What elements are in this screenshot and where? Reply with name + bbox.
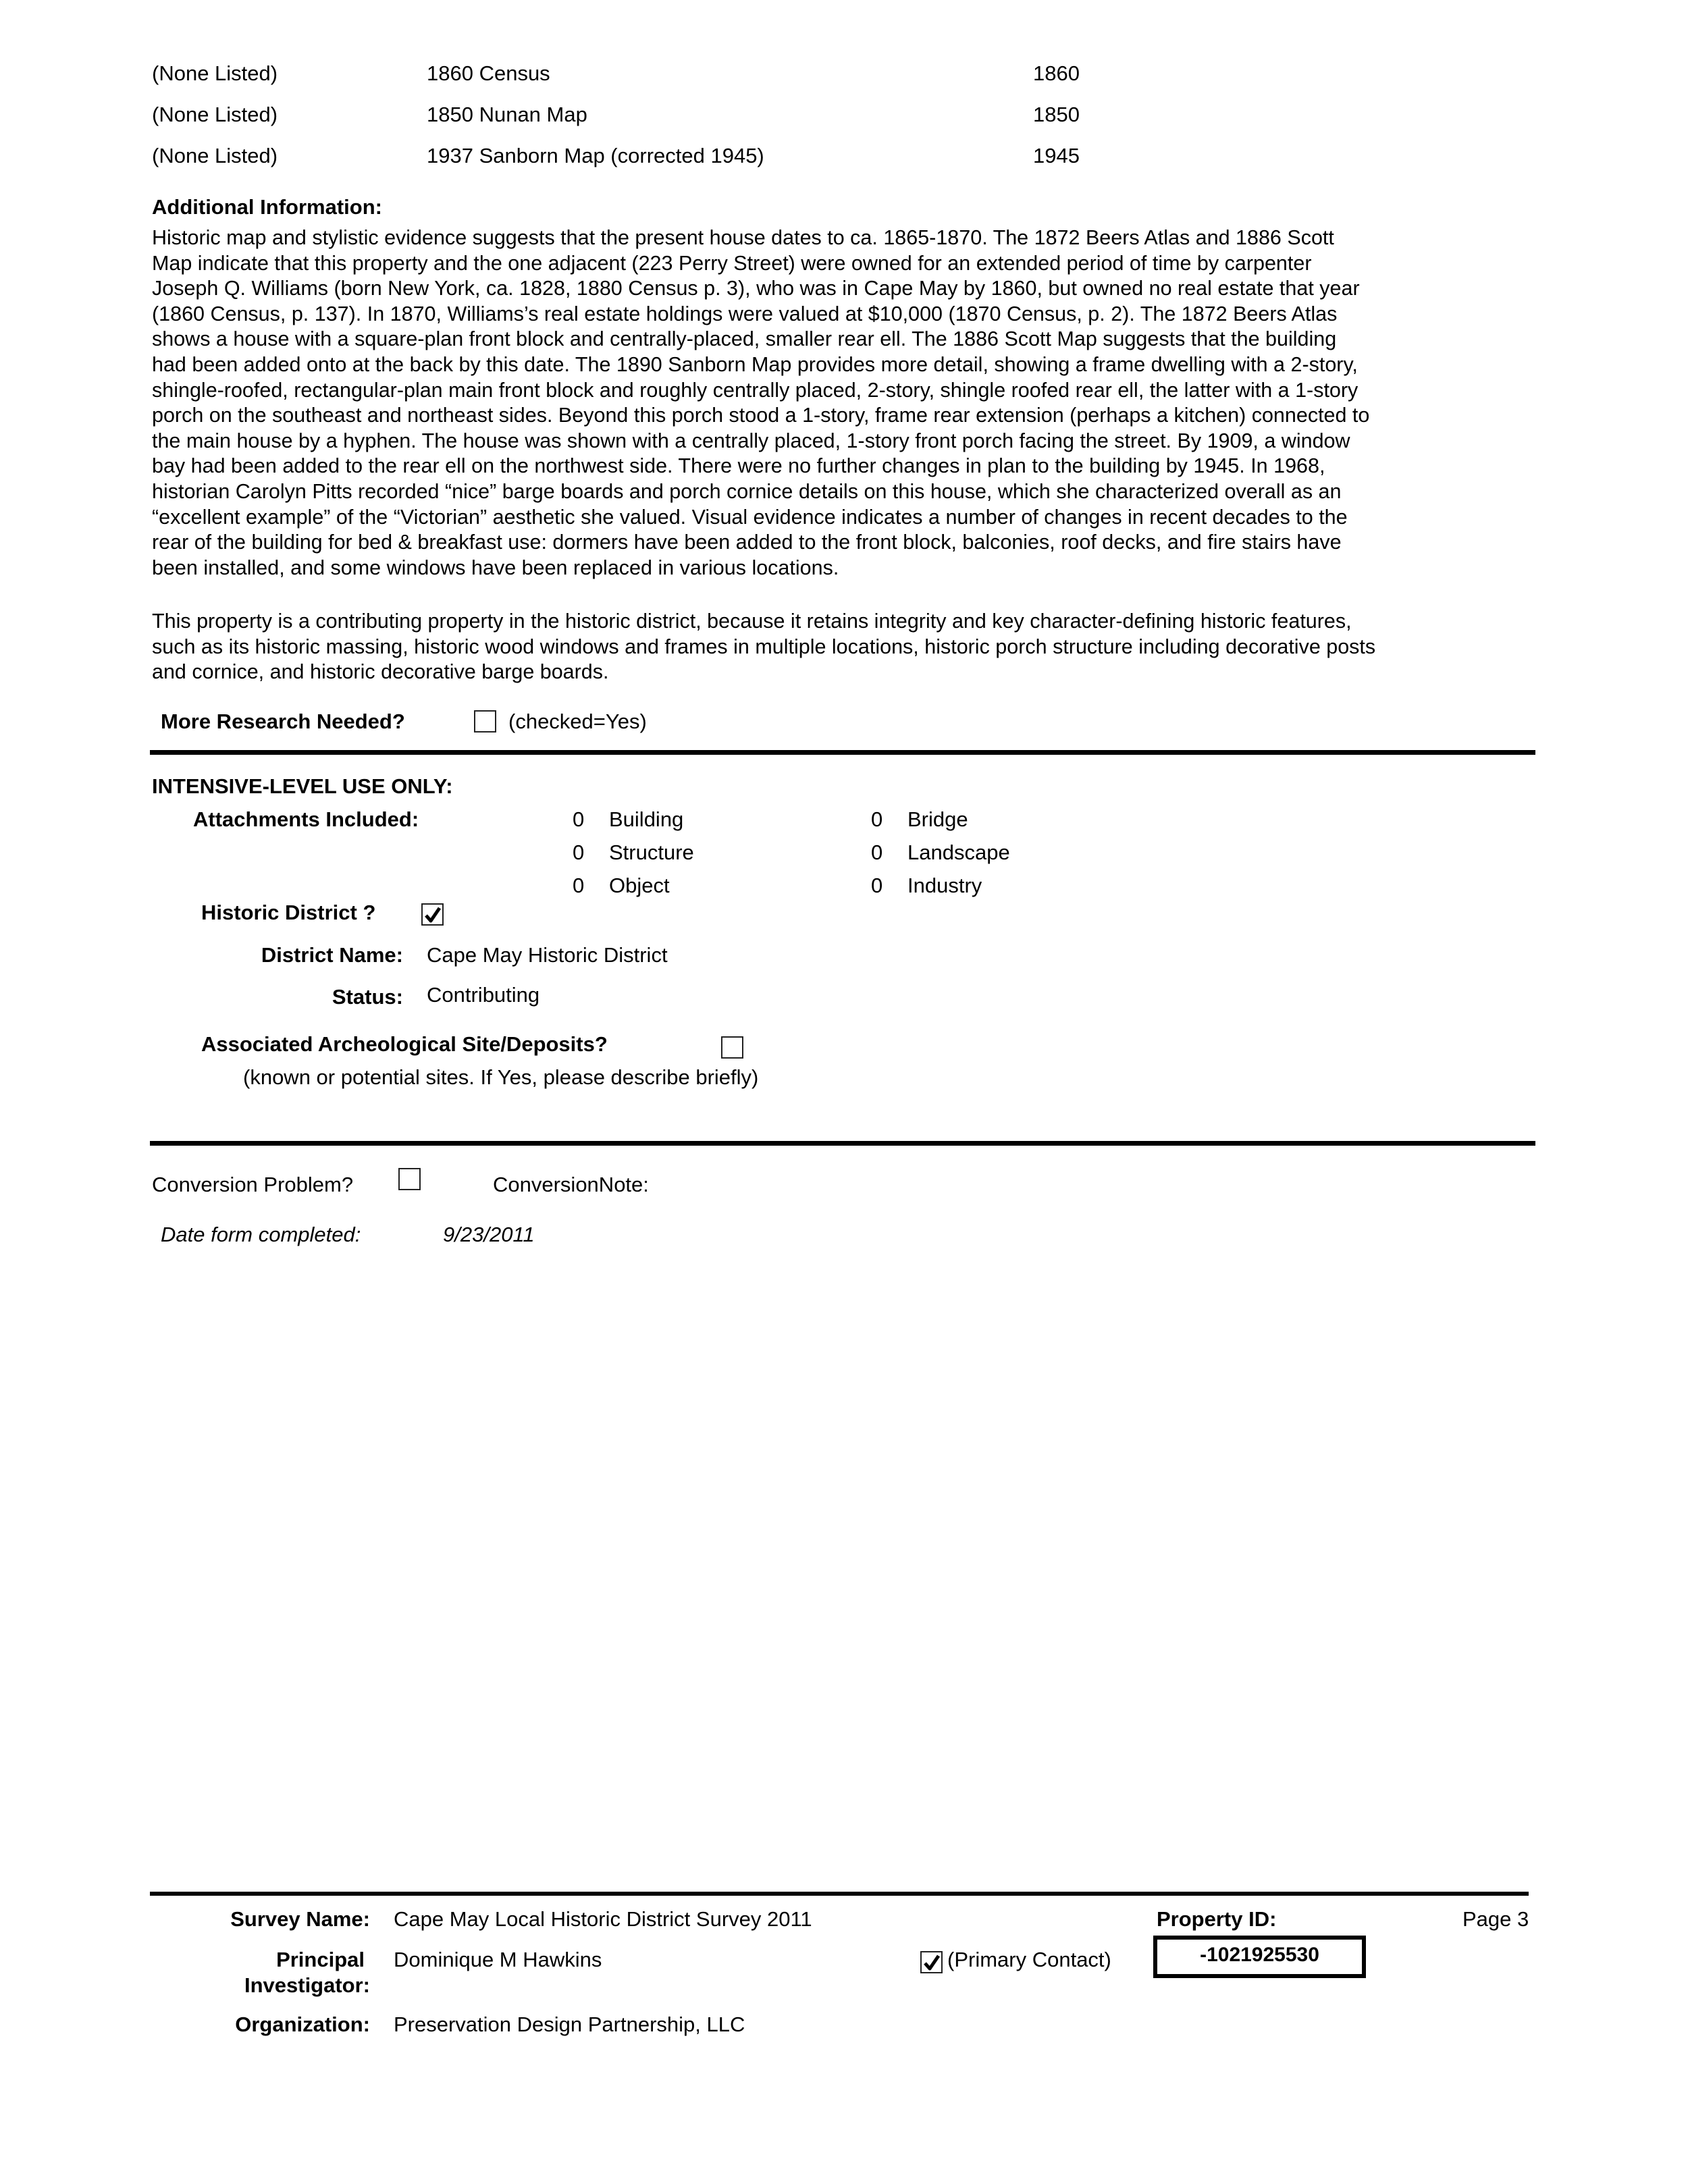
attachment-count: 0 [871, 841, 883, 864]
additional-info-paragraph-2 [152, 609, 1502, 685]
text-line: shows a house with a square-plan front block and centrally-placed, smaller rear ell. The 1886 Scott Map suggests that the building [152, 327, 1337, 351]
checkmark-icon [922, 1953, 941, 1972]
source-title: 1860 Census [427, 61, 550, 85]
pi-label-line2: Investigator: [244, 1973, 370, 1997]
attachment-label: Bridge [907, 807, 968, 831]
pi-label-line1: Principal [276, 1948, 365, 1971]
survey-name-label: Survey Name: [230, 1907, 370, 1931]
attachment-label: Industry [907, 874, 982, 897]
section-divider [150, 1141, 1535, 1146]
text-line: This property is a contributing property in the historic district, because it retains integrity and key character-defining historic features, [152, 610, 1352, 633]
property-id-value: -1021925530 [1153, 1936, 1366, 1978]
source-title: 1937 Sanborn Map (corrected 1945) [427, 144, 764, 167]
text-line: Map indicate that this property and the one adjacent (223 Perry Street) were owned for an extended period of time by carpenter [152, 251, 1312, 275]
primary-contact-checkbox[interactable] [920, 1951, 943, 1973]
historic-district-label: Historic District ? [201, 901, 376, 924]
additional-info-heading: Additional Information: [152, 195, 382, 219]
text-line: historian Carolyn Pitts recorded “nice” barge boards and porch cornice details on this house, which she characterized overall as an [152, 479, 1342, 503]
attachment-count: 0 [871, 874, 883, 897]
property-id-label: Property ID: [1157, 1907, 1277, 1931]
organization-label: Organization: [235, 2013, 370, 2036]
more-research-checkbox[interactable] [474, 710, 496, 733]
attachment-count: 0 [573, 841, 585, 864]
footer-divider [150, 1892, 1529, 1896]
source-author: (None Listed) [152, 144, 278, 167]
source-title: 1850 Nunan Map [427, 103, 587, 126]
text-line: (1860 Census, p. 137). In 1870, Williams’s real estate holdings were valued at $10,000 (1870 Census, p. 2). The 1872 Beers Atlas [152, 302, 1338, 325]
text-line: “excellent example” of the “Victorian” aesthetic she valued. Visual evidence indicates a number of changes in recent decades to the [152, 505, 1348, 529]
date-completed-value: 9/23/2011 [443, 1223, 535, 1246]
checkmark-icon [423, 905, 442, 924]
more-research-label: More Research Needed? [161, 710, 405, 733]
attachment-count: 0 [573, 807, 585, 831]
archeo-label: Associated Archeological Site/Deposits? [201, 1032, 608, 1056]
attachment-count: 0 [573, 874, 585, 897]
source-date: 1850 [1033, 103, 1080, 126]
intensive-heading: INTENSIVE-LEVEL USE ONLY: [152, 774, 453, 798]
archeo-note: (known or potential sites. If Yes, please describe briefly) [243, 1065, 759, 1089]
attachment-label: Landscape [907, 841, 1010, 864]
text-line: had been added onto at the back by this date. The 1890 Sanborn Map provides more detail, showing a frame dwelling with a 2-story, [152, 352, 1358, 376]
text-line: such as its historic massing, historic wood windows and frames in multiple locations, historic porch structure including decorative posts [152, 635, 1376, 658]
attachment-count: 0 [871, 807, 883, 831]
text-line: the main house by a hyphen. The house was shown with a centrally placed, 1-story front porch facing the street. By 1909, a window [152, 429, 1350, 452]
district-name-value: Cape May Historic District [427, 943, 668, 967]
status-label: Status: [332, 985, 403, 1009]
text-line: shingle-roofed, rectangular-plan main front block and roughly centrally placed, 2-story, shingle roofed rear ell, the latter with a 1-story [152, 378, 1359, 402]
text-line: porch on the southeast and northeast sides. Beyond this porch stood a 1-story, frame rear extension (perhaps a kitchen) connected to [152, 404, 1370, 427]
more-research-note: (checked=Yes) [508, 710, 647, 733]
text-line: rear of the building for bed & breakfast use: dormers have been added to the front block, balconies, roof decks, and fire stairs have [152, 531, 1342, 554]
conversion-problem-checkbox[interactable] [398, 1168, 421, 1190]
primary-contact-label: (Primary Contact) [947, 1948, 1111, 1971]
source-author: (None Listed) [152, 61, 278, 85]
date-completed-label: Date form completed: [161, 1223, 361, 1246]
survey-name-value: Cape May Local Historic District Survey 2011 [394, 1907, 812, 1931]
text-line: and cornice, and historic decorative barge boards. [152, 660, 609, 684]
text-line: been installed, and some windows have been replaced in various locations. [152, 556, 839, 579]
attachment-label: Structure [609, 841, 694, 864]
source-date: 1945 [1033, 144, 1080, 167]
historic-district-checkbox[interactable] [421, 903, 444, 926]
additional-info-paragraph-1 [152, 225, 1502, 581]
conversion-problem-label: Conversion Problem? [152, 1173, 354, 1196]
source-date: 1860 [1033, 61, 1080, 85]
status-value: Contributing [427, 983, 540, 1007]
section-divider [150, 750, 1535, 755]
source-author: (None Listed) [152, 103, 278, 126]
attachments-label: Attachments Included: [193, 807, 419, 831]
text-line: Joseph Q. Williams (born New York, ca. 1828, 1880 Census p. 3), who was in Cape May by 1860, but owned no real estate that year [152, 277, 1360, 300]
pi-name: Dominique M Hawkins [394, 1948, 602, 1971]
attachment-label: Object [609, 874, 670, 897]
attachment-label: Building [609, 807, 684, 831]
organization-value: Preservation Design Partnership, LLC [394, 2013, 745, 2036]
page-number: Page 3 [1462, 1907, 1529, 1931]
archeo-checkbox[interactable] [721, 1036, 743, 1059]
conversion-note-label: ConversionNote: [493, 1173, 649, 1196]
text-line: Historic map and stylistic evidence suggests that the present house dates to ca. 1865-1870. The 1872 Beers Atlas and 1886 Scott [152, 226, 1334, 249]
text-line: bay had been added to the rear ell on the northwest side. There were no further changes in plan to the building by 1945. In 1968, [152, 454, 1325, 478]
district-name-label: District Name: [261, 943, 403, 967]
